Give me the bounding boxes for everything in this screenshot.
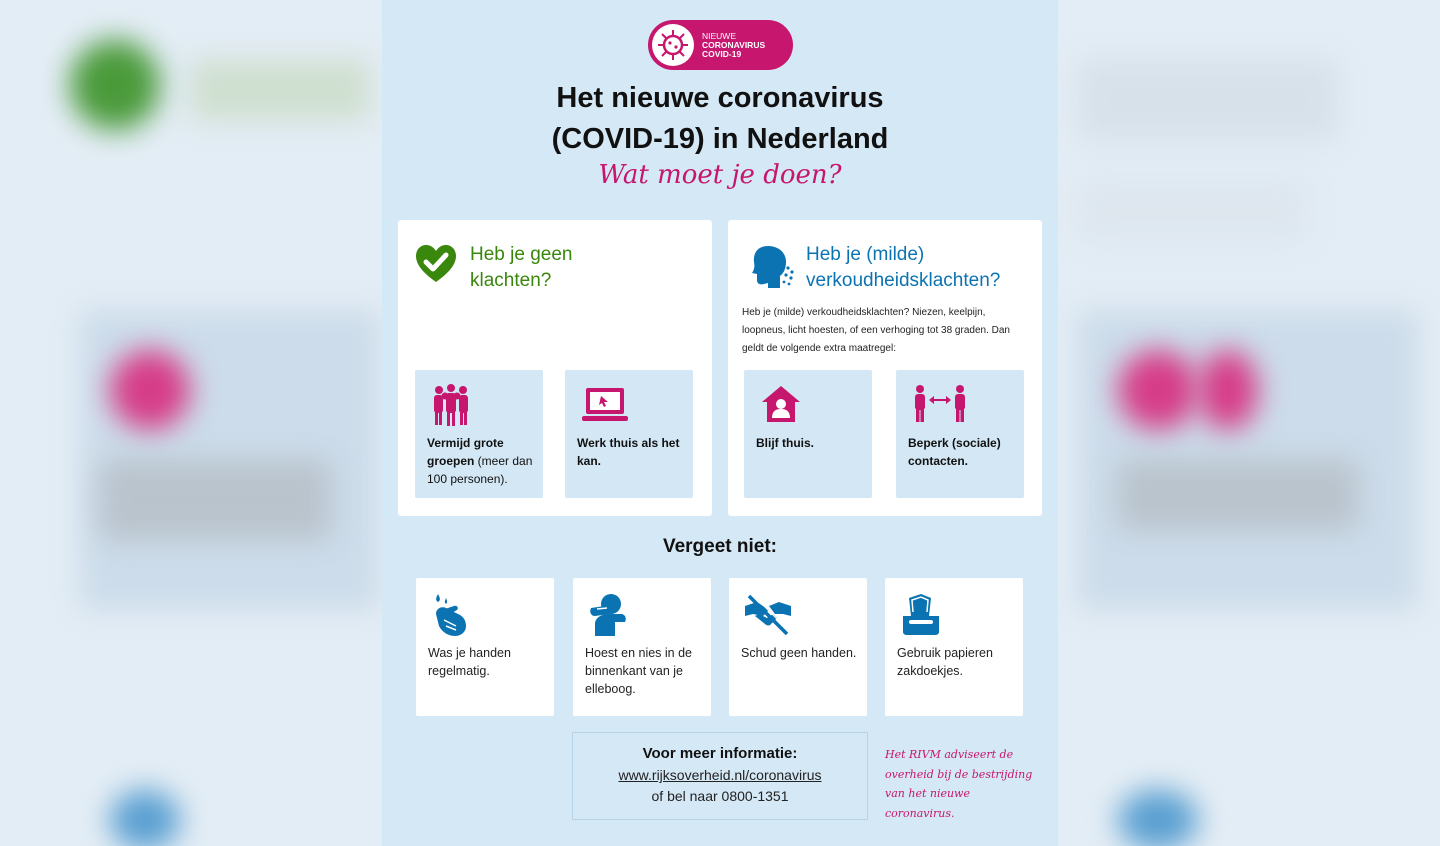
- background-right: [1058, 0, 1440, 846]
- tip-no-handshake-text: Schud geen handen.: [741, 646, 857, 660]
- house-icon: [760, 384, 802, 424]
- rivm-note: Het RIVM adviseert de overheid bij de bestrijding van het nieuwe coronavirus.: [885, 748, 1033, 820]
- page-title-line-2: (COVID-19) in Nederland: [551, 123, 889, 155]
- badge-line-2: CORONAVIRUS: [702, 39, 766, 50]
- group-icon: [431, 384, 471, 428]
- heart-check-icon: [414, 242, 458, 286]
- avoid-groups-rest: (meer dan 100 personen).: [427, 454, 533, 486]
- page-subtitle: Wat moet je doen?: [598, 160, 842, 190]
- reminder-title: Vergeet niet:: [662, 536, 778, 557]
- mild-symptoms-panel: [728, 220, 1042, 516]
- tip-wash-hands-text: Was je handen regelmatig.: [428, 646, 511, 678]
- no-handshake-icon: [743, 592, 793, 636]
- limit-contacts-bold: Beperk (sociale) contacten.: [908, 436, 1001, 468]
- tip-tissues: [885, 578, 1023, 716]
- mild-symptoms-description: Heb je (milde) verkoudheidsklachten? Niezen, keelpijn, loopneus, licht hoesten, of een verhoging tot 38 graden. Dan geldt de volgende extra maatregel:: [742, 307, 1010, 354]
- tissue-icon: [899, 592, 943, 636]
- no-symptoms-heading-line-1: Heb je geen: [470, 244, 573, 265]
- more-info-phone: of bel naar 0800-1351: [651, 788, 789, 804]
- mild-symptoms-heading-line-2: verkoudheidsklachten?: [806, 270, 1001, 291]
- mild-symptoms-heading-line-1: Heb je (milde): [806, 244, 925, 265]
- cough-elbow-icon: [587, 592, 629, 636]
- no-symptoms-panel: [398, 220, 712, 516]
- limit-contacts-card: [896, 370, 1024, 498]
- more-info-title: Voor meer informatie:: [642, 745, 798, 762]
- stay-home-card: [744, 370, 872, 498]
- work-home-bold: Werk thuis als het kan.: [577, 436, 680, 468]
- virus-icon: [652, 24, 694, 66]
- poster: [382, 0, 1058, 846]
- badge-line-1: NIEUWE: [702, 30, 736, 41]
- stay-home-bold: Blijf thuis.: [756, 436, 814, 450]
- tip-cough-elbow: [573, 578, 711, 716]
- tip-no-handshake: [729, 578, 867, 716]
- work-home-card: [565, 370, 693, 498]
- badge-line-3: COVID-19: [702, 48, 742, 59]
- background-left: [0, 0, 382, 846]
- laptop-icon: [581, 384, 629, 424]
- no-symptoms-heading-line-2: klachten?: [470, 270, 552, 291]
- tip-cough-elbow-text: Hoest en nies in de binnenkant van je elleboog.: [585, 646, 693, 696]
- tip-tissues-text: Gebruik papieren zakdoekjes.: [897, 646, 993, 678]
- distance-icon: [912, 384, 968, 424]
- more-info-link[interactable]: www.rijksoverheid.nl/coronavirus: [618, 767, 822, 783]
- page-title-line-1: Het nieuwe coronavirus: [556, 82, 884, 114]
- avoid-groups-card: [415, 370, 543, 498]
- more-info-box: [572, 732, 868, 820]
- wash-hands-icon: [430, 592, 470, 638]
- avoid-groups-bold: Vermijd grote groepen: [427, 436, 504, 468]
- sneeze-icon: [748, 242, 796, 290]
- tip-wash-hands: [416, 578, 554, 716]
- covid-badge: [648, 20, 793, 70]
